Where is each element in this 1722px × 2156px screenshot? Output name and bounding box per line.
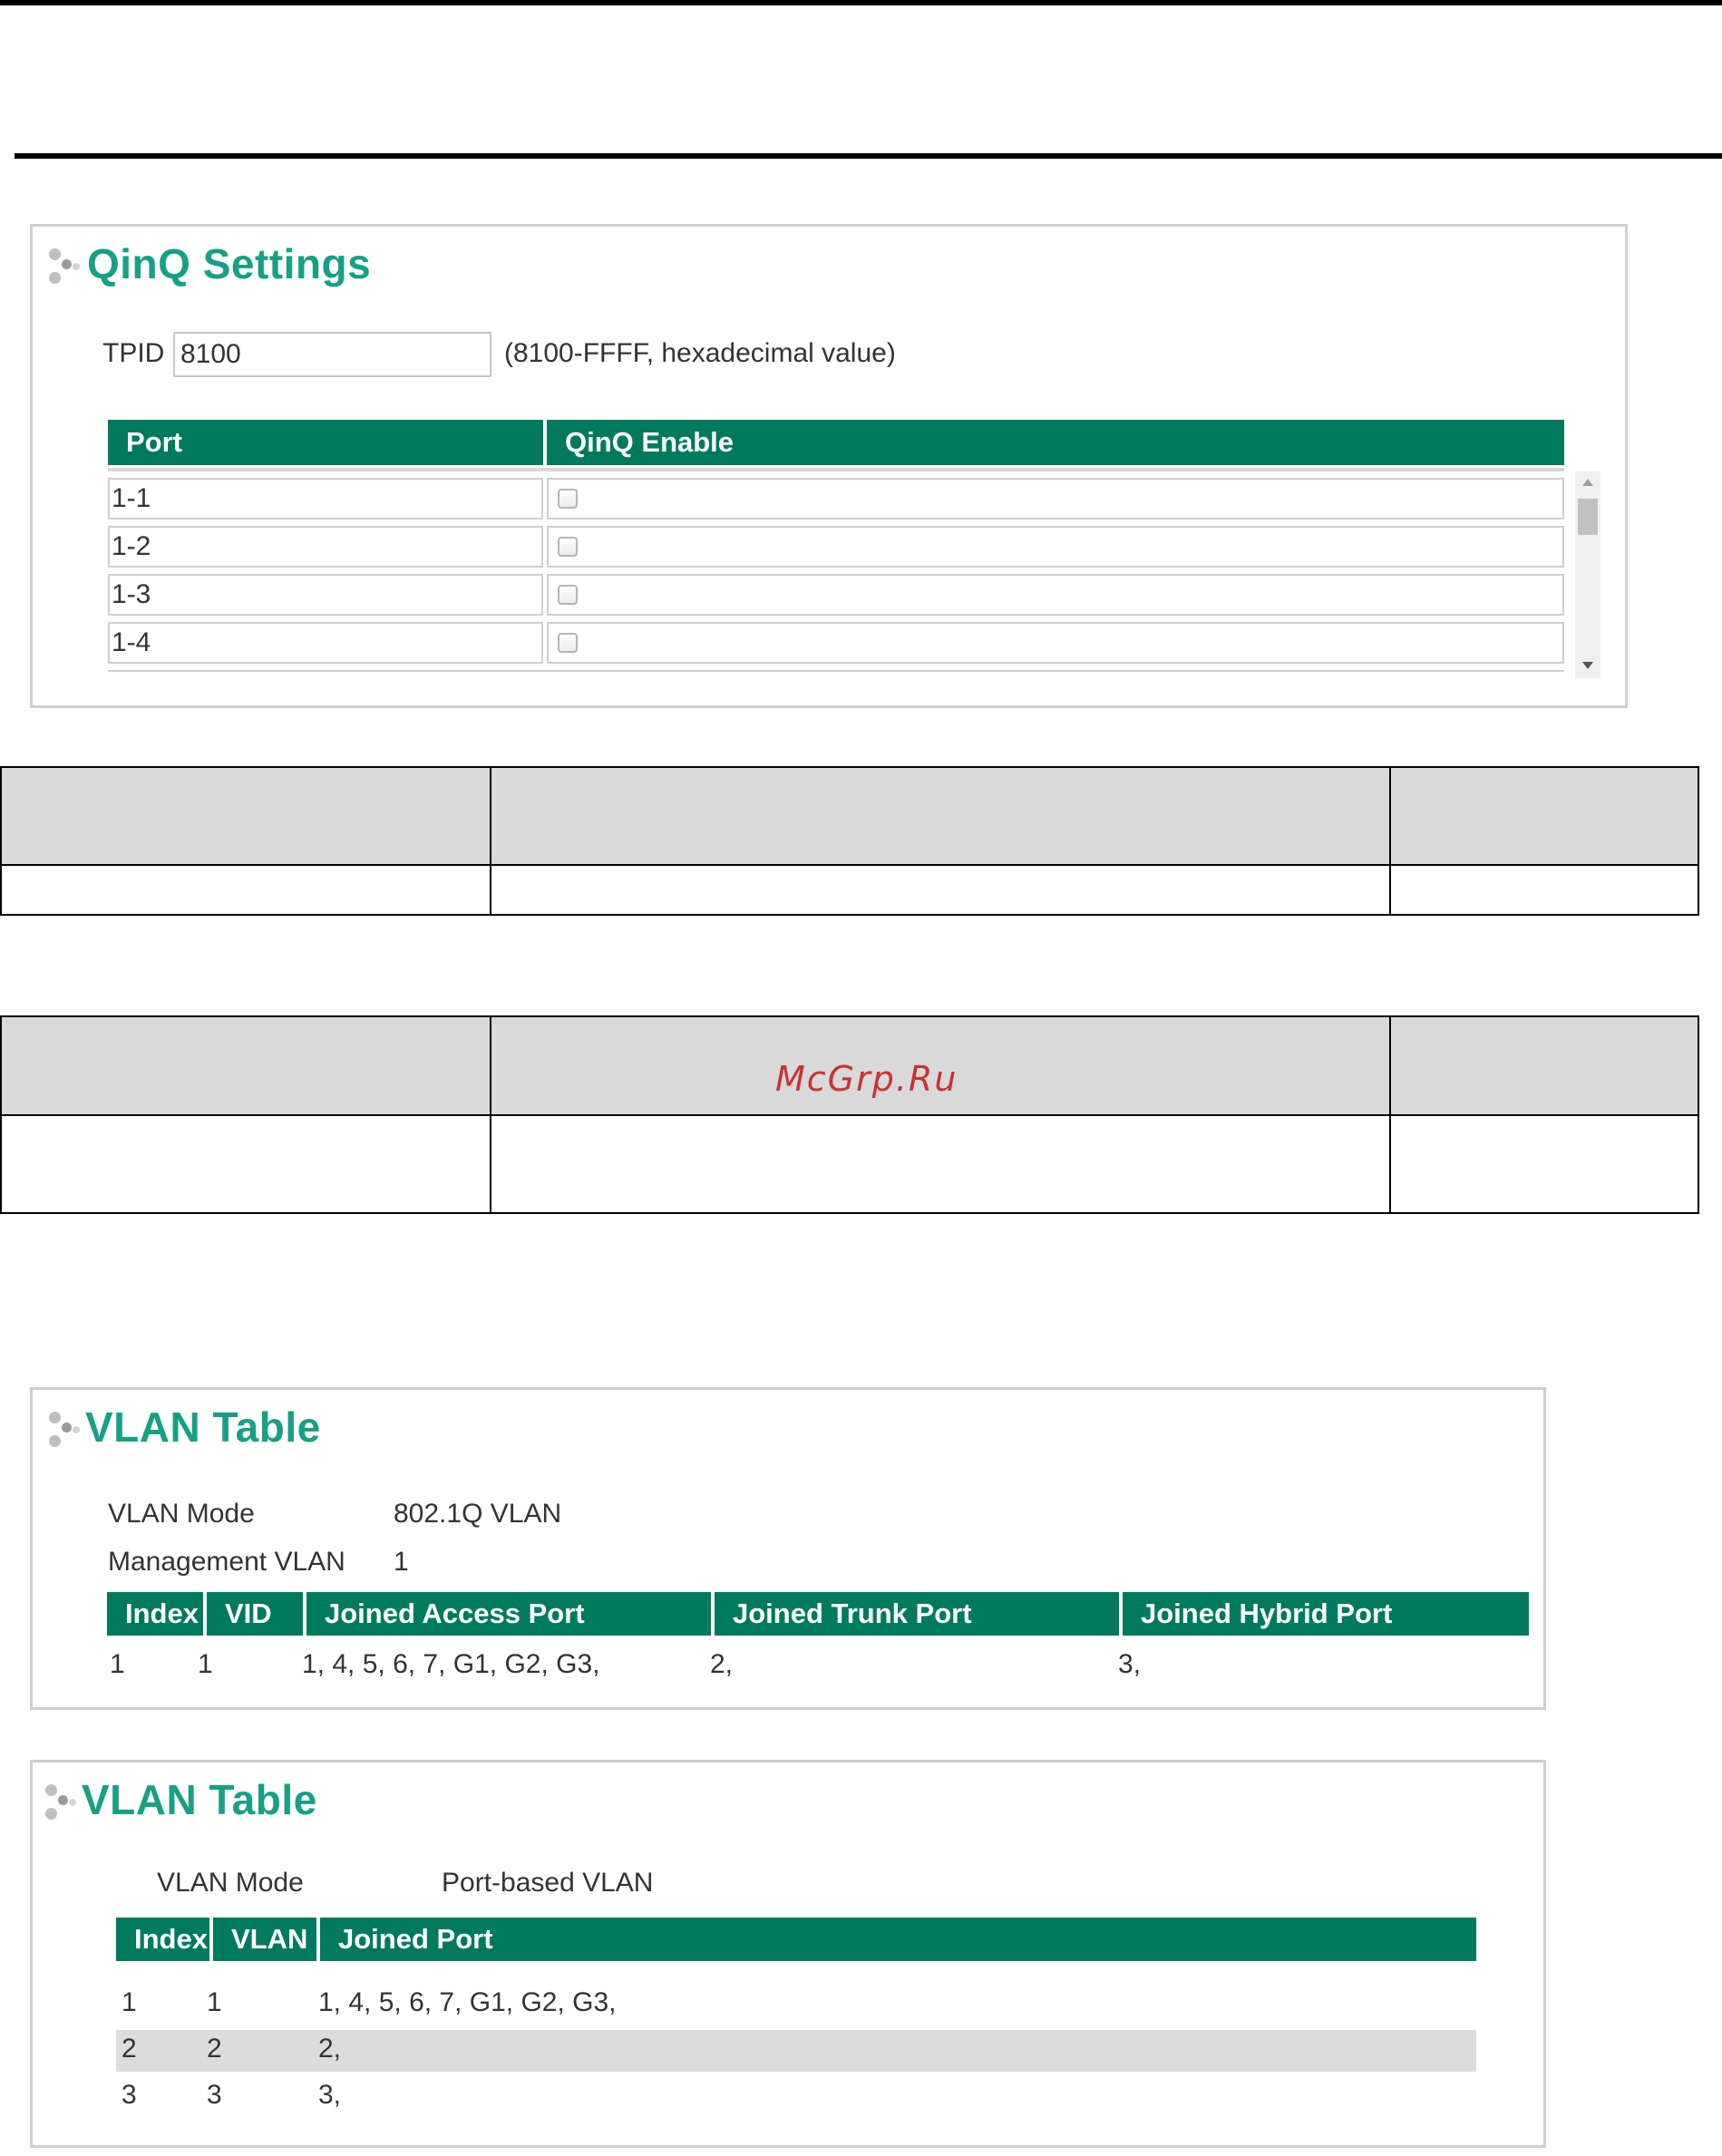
vlan-cell: 3 [207, 2080, 222, 2110]
qinq-settings-panel [30, 224, 1628, 708]
tpid-label: TPID [102, 338, 165, 368]
enable-cell [547, 478, 1564, 520]
port-cell: 1-1 [108, 478, 543, 520]
enable-cell [547, 526, 1564, 568]
management-vlan-value: 1 [394, 1547, 409, 1577]
column-header-joined-hybrid-port: Joined Hybrid Port [1141, 1598, 1393, 1629]
vlan-table-header [116, 1918, 1476, 1961]
qinq-enable-checkbox[interactable] [558, 633, 578, 653]
vlan-mode-value: Port-based VLAN [442, 1868, 654, 1898]
table-header-cell [491, 767, 1390, 865]
vlan-mode-value: 802.1Q VLAN [394, 1499, 562, 1529]
header-underline [108, 468, 1564, 471]
column-header-qinq-enable: QinQ Enable [565, 426, 735, 458]
table-row [108, 622, 1564, 664]
table-cell [1390, 865, 1698, 915]
vlan-cell: 2 [207, 2034, 222, 2064]
scroll-up-icon[interactable] [1582, 479, 1593, 486]
column-header-vlan: VLAN [231, 1923, 308, 1955]
table-cell [1, 1115, 491, 1213]
table-header-cell [1, 767, 491, 865]
table-row [108, 574, 1564, 616]
tpid-hint: (8100-FFFF, hexadecimal value) [504, 338, 896, 368]
qinq-enable-checkbox[interactable] [558, 537, 578, 557]
vlan-table-port-based-panel [30, 1760, 1546, 2148]
table-row [116, 2076, 1476, 2118]
column-header-index: Index [134, 1923, 208, 1955]
panel-title: VLAN Table [82, 1776, 317, 1823]
vlan-mode-label: VLAN Mode [157, 1868, 304, 1898]
table-cell [1390, 1115, 1698, 1213]
vid-cell: 1 [198, 1649, 213, 1679]
panel-title: VLAN Table [85, 1403, 321, 1451]
scroll-thumb[interactable] [1578, 499, 1598, 535]
section-rule [15, 153, 1722, 159]
index-cell: 1 [110, 1649, 125, 1679]
table-scrollbar[interactable] [1575, 471, 1600, 678]
enable-cell [547, 622, 1564, 664]
index-cell: 2 [122, 2034, 137, 2064]
qinq-enable-checkbox[interactable] [558, 585, 578, 605]
table-row [107, 1649, 1529, 1685]
vlan-mode-label: VLAN Mode [108, 1499, 255, 1529]
enable-cell [547, 574, 1564, 616]
column-header-index: Index [125, 1598, 199, 1629]
bullet-dots-icon [49, 1410, 85, 1452]
column-header-joined-access-port: Joined Access Port [325, 1598, 585, 1629]
table-row [116, 1984, 1476, 2025]
joined-port-cell: 2, [318, 2034, 342, 2064]
qinq-table-header [108, 420, 1564, 465]
port-cell: 1-3 [108, 574, 543, 616]
column-header-joined-trunk-port: Joined Trunk Port [733, 1598, 972, 1629]
port-cell: 1-4 [108, 622, 543, 664]
management-vlan-label: Management VLAN [108, 1547, 345, 1577]
table-row [108, 526, 1564, 568]
joined-port-cell: 1, 4, 5, 6, 7, G1, G2, G3, [318, 1987, 617, 2017]
table-row-partial [108, 670, 1564, 677]
top-rule [0, 0, 1722, 5]
panel-title: QinQ Settings [87, 240, 372, 287]
watermark: McGrp.Ru [775, 1059, 958, 1099]
tpid-input[interactable] [173, 332, 491, 377]
trunk-port-cell: 2, [710, 1649, 734, 1679]
vlan-table-8021q-panel [30, 1387, 1546, 1710]
document-table-2 [0, 1015, 1699, 1214]
hybrid-port-cell: 3, [1118, 1649, 1142, 1679]
scroll-down-icon[interactable] [1582, 662, 1593, 669]
access-port-cell: 1, 4, 5, 6, 7, G1, G2, G3, [302, 1649, 600, 1679]
vlan-cell: 1 [207, 1987, 222, 2017]
joined-port-cell: 3, [318, 2080, 342, 2110]
bullet-dots-icon [49, 247, 85, 288]
qinq-enable-checkbox[interactable] [558, 489, 578, 509]
table-cell [1, 865, 491, 915]
table-cell [491, 865, 1390, 915]
document-table-1 [0, 766, 1699, 916]
index-cell: 3 [122, 2080, 137, 2110]
table-row [116, 2030, 1476, 2072]
column-header-vid: VID [225, 1598, 272, 1629]
table-header-cell [1390, 1016, 1698, 1115]
port-cell: 1-2 [108, 526, 543, 568]
table-row [108, 478, 1564, 520]
column-header-port: Port [126, 426, 182, 458]
table-header-cell [1, 1016, 491, 1115]
bullet-dots-icon [45, 1782, 82, 1824]
index-cell: 1 [122, 1987, 137, 2017]
table-cell [491, 1115, 1390, 1213]
column-header-joined-port: Joined Port [338, 1923, 493, 1955]
table-header-cell [1390, 767, 1698, 865]
vlan-table-header [107, 1592, 1529, 1636]
